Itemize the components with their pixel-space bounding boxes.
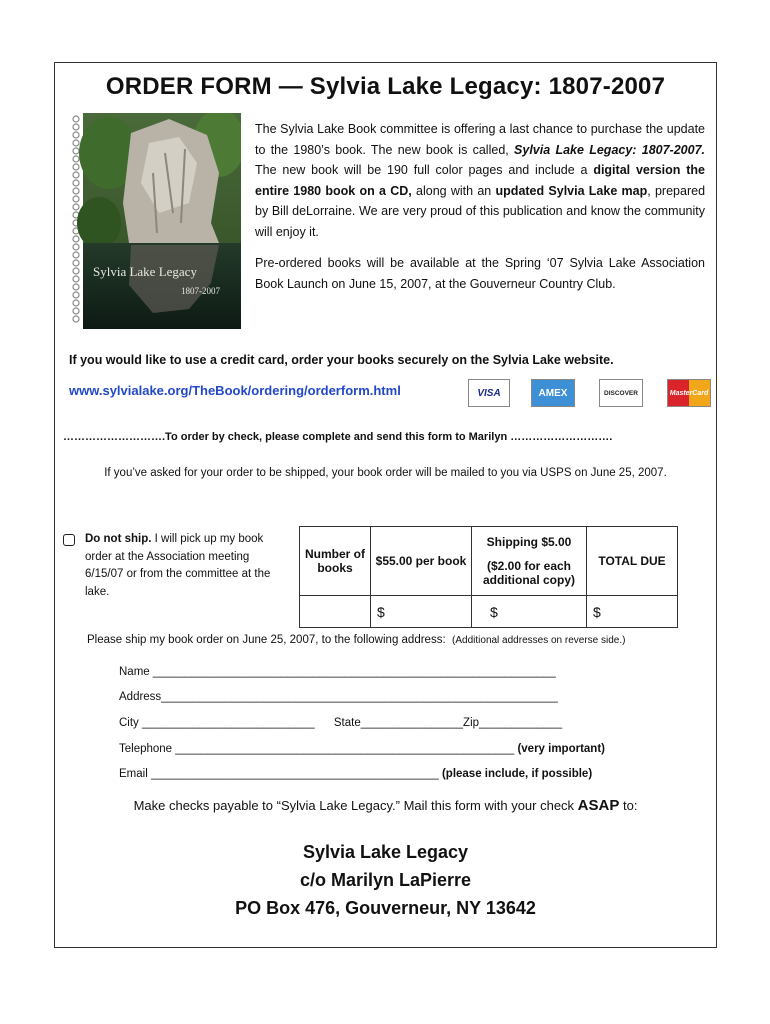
header-shipping bbox=[472, 527, 587, 596]
asap-emphasis: ASAP bbox=[577, 797, 620, 814]
city-field[interactable]: City ___________________________ bbox=[119, 717, 315, 729]
book-title: Sylvia Lake Legacy: 1807-2007. bbox=[514, 142, 705, 157]
intro-text-part: along with an bbox=[411, 183, 496, 198]
intro-text-part: The Sylvia Lake Book committee is offering a last chance to purchase the update to the 1980’s book. The new book is called, bbox=[255, 122, 705, 157]
book-cost-input[interactable]: $ bbox=[371, 596, 472, 628]
number-of-books-input[interactable] bbox=[300, 596, 371, 628]
header-price-per-book: $55.00 per book bbox=[371, 527, 472, 596]
pickup-option-text bbox=[85, 531, 285, 601]
mastercard-label: MasterCard bbox=[669, 389, 709, 397]
intro-paragraph-2: Pre-ordered books will be available at the Spring ‘07 Sylvia Lake Association Book Launch on June 15, 2007, at the Gouverneur Country Club. bbox=[255, 256, 705, 291]
cover-years: 1807-2007 bbox=[181, 286, 220, 296]
header-total-due: TOTAL DUE bbox=[587, 527, 678, 596]
name-field[interactable]: Name _______________________________________________________________ bbox=[119, 666, 556, 678]
map-highlight: updated Sylvia Lake map bbox=[495, 183, 648, 198]
payable-text-end: to: bbox=[619, 798, 638, 813]
email-note: (please include, if possible) bbox=[441, 768, 593, 780]
order-form bbox=[54, 62, 717, 948]
telephone-field[interactable]: Telephone _____________________________________________________ bbox=[119, 743, 515, 755]
intro-text bbox=[255, 119, 705, 305]
payable-instructions bbox=[55, 797, 716, 814]
visa-label: VISA bbox=[477, 387, 501, 399]
book-cover-image bbox=[69, 113, 241, 329]
discover-card-icon bbox=[599, 379, 643, 407]
email-row bbox=[119, 768, 592, 780]
shipping-address-instructions bbox=[87, 634, 625, 646]
city-state-zip-row bbox=[119, 717, 562, 729]
mail-to-line-1: Sylvia Lake Legacy bbox=[302, 842, 469, 862]
do-not-ship-label: Do not ship. bbox=[85, 533, 152, 545]
amex-label: AMEX bbox=[538, 387, 568, 399]
mail-to-line-3: PO Box 476, Gouverneur, NY 13642 bbox=[235, 898, 536, 918]
amex-card-icon bbox=[531, 379, 575, 407]
cd-highlight: digital version the entire 1980 book on a CD, bbox=[255, 163, 706, 198]
total-due-input[interactable]: $ bbox=[587, 596, 678, 628]
visa-card-icon bbox=[468, 379, 510, 407]
state-field[interactable]: State________________ bbox=[333, 717, 464, 729]
mail-to-line-2: c/o Marilyn LaPierre bbox=[299, 870, 472, 890]
check-instructions: ……………………….To order by check, please complete and send this form to Marilyn ………………………. bbox=[63, 431, 613, 443]
additional-addresses-note: (Additional addresses on reverse side.) bbox=[452, 635, 626, 646]
cover-title: Sylvia Lake Legacy bbox=[93, 264, 197, 279]
intro-text-part: , prepared by Bill deLorraine. We are very proud of this publication and know the community will enjoy it. bbox=[255, 183, 706, 239]
order-url-link[interactable]: www.sylvialake.org/TheBook/ordering/orderform.html bbox=[69, 383, 401, 398]
mastercard-icon bbox=[667, 379, 711, 407]
telephone-note: (very important) bbox=[517, 743, 605, 755]
shipping-note: If you’ve asked for your order to be shipped, your book order will be mailed to you via USPS on June 25, 2007. bbox=[104, 467, 667, 479]
mailing-address bbox=[55, 838, 716, 922]
email-field[interactable]: Email _____________________________________________ bbox=[119, 768, 439, 780]
address-field[interactable]: Address______________________________________________________________ bbox=[119, 691, 558, 703]
payable-text: Make checks payable to “Sylvia Lake Legacy.” Mail this form with your check bbox=[133, 798, 578, 813]
credit-card-instructions: If you would like to use a credit card, order your books securely on the Sylvia Lake website. bbox=[69, 353, 614, 367]
do-not-ship-checkbox[interactable] bbox=[63, 534, 75, 546]
discover-label: DISCOVER bbox=[604, 389, 638, 397]
pickup-details: I will pick up my book order at the Association meeting 6/15/07 or from the committee at the lake. bbox=[85, 533, 271, 598]
shipping-additional: ($2.00 for each additional copy) bbox=[482, 559, 575, 587]
header-number-of-books: Number of books bbox=[300, 527, 371, 596]
telephone-row bbox=[119, 743, 605, 755]
order-table bbox=[299, 526, 678, 628]
address-instruction-text: Please ship my book order on June 25, 2007, to the following address: bbox=[87, 634, 446, 646]
shipping-label: Shipping $5.00 bbox=[486, 535, 572, 549]
form-title: ORDER FORM — Sylvia Lake Legacy: 1807-2007 bbox=[105, 73, 666, 100]
shipping-cost-input[interactable]: $ bbox=[472, 596, 587, 628]
intro-text-part: The new book will be 190 full color pages and include a bbox=[255, 163, 594, 177]
zip-field[interactable]: Zip_____________ bbox=[463, 717, 563, 729]
